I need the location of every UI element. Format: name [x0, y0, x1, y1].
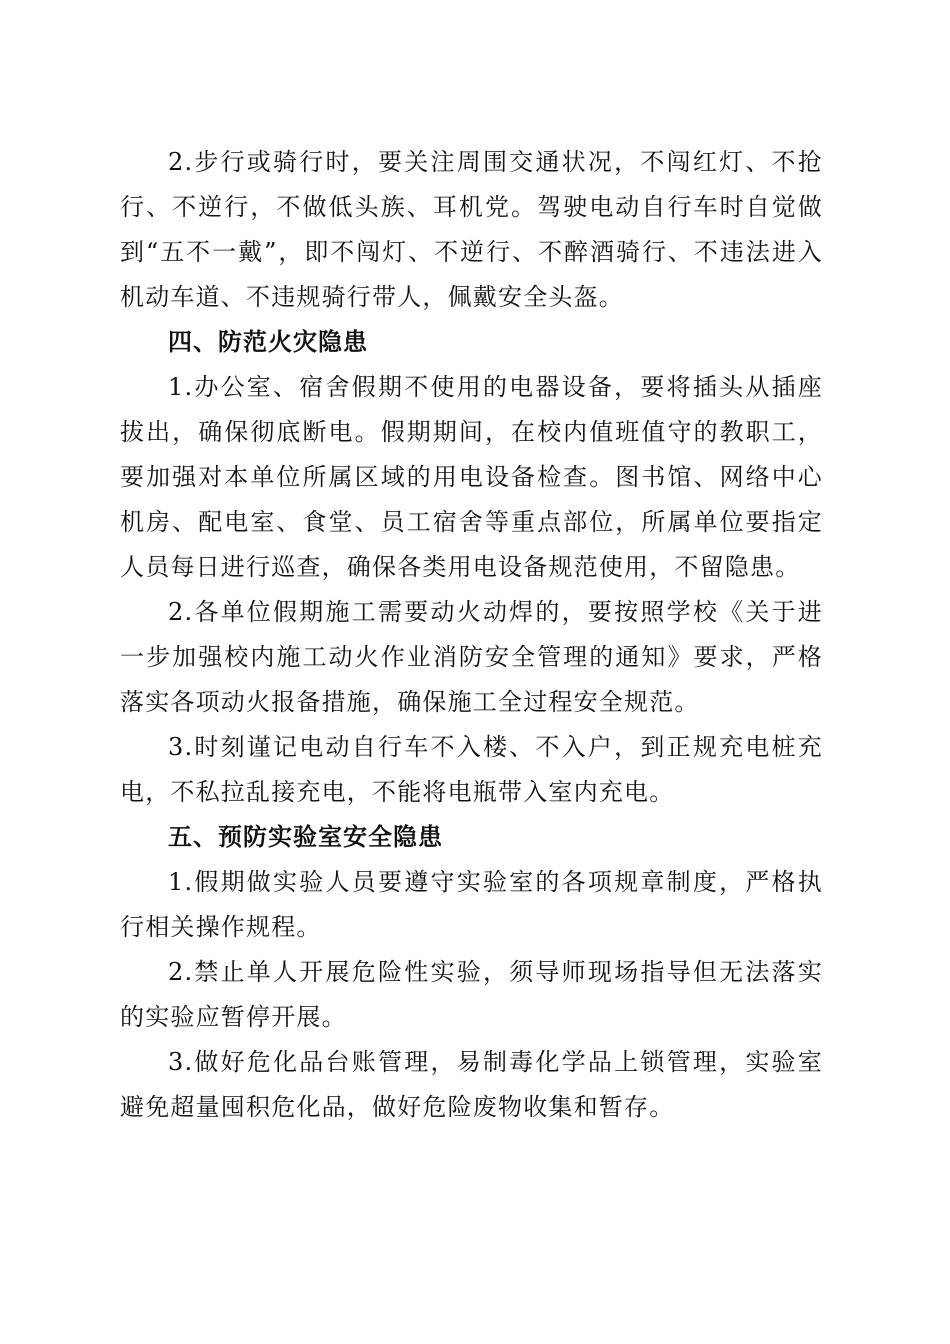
paragraph-lab-2: 2.禁止单人开展危险性实验，须导师现场指导但无法落实的实验应暂停开展。	[120, 958, 823, 1031]
paragraph-fire-3: 3.时刻谨记电动自行车不入楼、不入户，到正规充电桩充电，不私拉乱接充电，不能将电瓶带入室内充电。	[120, 733, 823, 806]
document-page	[120, 140, 823, 1130]
section-heading-lab: 五、预防实验室安全隐患	[168, 823, 443, 851]
paragraph-traffic-2: 2.步行或骑行时，要关注周围交通状况，不闯红灯、不抢行、不逆行，不做低头族、耳机党。驾驶电动自行车时自觉做到“五不一戴”，即不闯灯、不逆行、不醉酒骑行、不违法进入机动车道、不违规骑行带人，佩戴安全头盔。	[120, 148, 823, 311]
paragraph-lab-1: 1.假期做实验人员要遵守实验室的各项规章制度，严格执行相关操作规程。	[120, 868, 823, 941]
paragraph-fire-1: 1.办公室、宿舍假期不使用的电器设备，要将插头从插座拔出，确保彻底断电。假期期间，在校内值班值守的教职工，要加强对本单位所属区域的用电设备检查。图书馆、网络中心机房、配电室、食堂、员工宿舍等重点部位，所属单位要指定人员每日进行巡查，确保各类用电设备规范使用，不留隐患。	[120, 373, 823, 581]
section-heading-fire: 四、防范火灾隐患	[168, 328, 368, 356]
paragraph-lab-3: 3.做好危化品台账管理，易制毒化学品上锁管理，实验室避免超量囤积危化品，做好危险废物收集和暂存。	[120, 1048, 823, 1121]
paragraph-fire-2: 2.各单位假期施工需要动火动焊的，要按照学校《关于进一步加强校内施工动火作业消防安全管理的通知》要求，严格落实各项动火报备措施，确保施工全过程安全规范。	[120, 598, 823, 716]
